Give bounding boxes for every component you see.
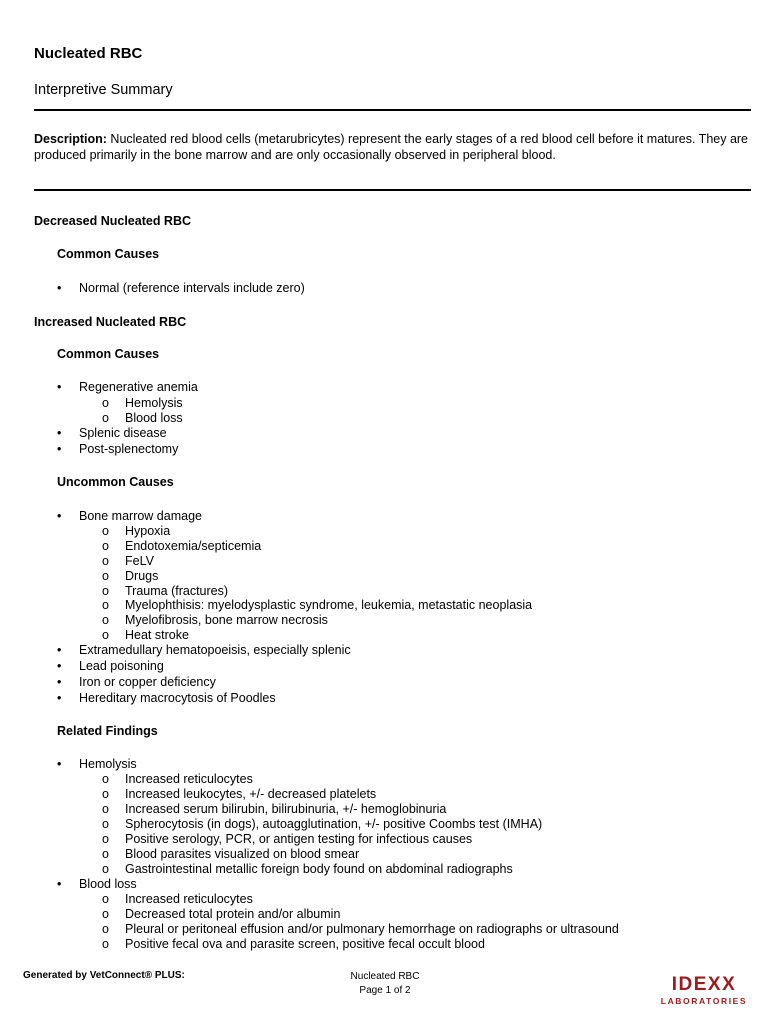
subheading-common-causes: Common Causes (57, 347, 160, 361)
sub-bullet-marker: o (102, 613, 109, 627)
idexx-logo (660, 975, 750, 1009)
sub-bullet-marker: o (102, 584, 109, 598)
sub-list-item: o Increased leukocytes, +/- decreased platelets (102, 787, 377, 801)
description-text: Nucleated red blood cells (metarubricytes) represent the early stages of a red blood cell before it matures. They are produced primarily in the bone marrow and are only occasionally observed in peripheral blood. (34, 132, 749, 162)
sub-bullet-marker: o (102, 539, 109, 553)
bullet-marker: • (57, 281, 62, 295)
bullet-marker: • (57, 757, 62, 771)
sub-list-item: o Myelophthisis: myelodysplastic syndrome, leukemia, metastatic neoplasia (102, 598, 533, 612)
generated-by: Generated by VetConnect® PLUS: (23, 970, 185, 981)
footer-doc-name: Nucleated RBC (350, 971, 420, 982)
sub-list-item: o Hemolysis (102, 396, 183, 410)
list-item: • Splenic disease (57, 426, 167, 440)
subheading-related-findings: Related Findings (57, 724, 158, 738)
sub-bullet-marker: o (102, 598, 109, 612)
sub-bullet-marker: o (102, 892, 109, 906)
sub-list-item: o Positive serology, PCR, or antigen testing for infectious causes (102, 832, 473, 846)
bullet-marker: • (57, 442, 62, 456)
page-subtitle: Interpretive Summary (34, 82, 173, 98)
sub-list-item: o Heat stroke (102, 628, 189, 642)
list-item: • Bone marrow damage (57, 509, 202, 523)
sub-list-item: o Gastrointestinal metallic foreign body found on abdominal radiographs (102, 862, 513, 876)
sub-list-item: o Increased serum bilirubin, bilirubinuria, +/- hemoglobinuria (102, 802, 447, 816)
sub-bullet-marker: o (102, 411, 109, 425)
divider (34, 189, 751, 191)
bullet-marker: • (57, 380, 62, 394)
sub-list-item: o Endotoxemia/septicemia (102, 539, 262, 553)
sub-bullet-marker: o (102, 396, 109, 410)
list-item: • Regenerative anemia (57, 380, 198, 394)
sub-bullet-marker: o (102, 832, 109, 846)
list-item: • Post-splenectomy (57, 442, 179, 456)
description-label: Description: (34, 132, 107, 146)
sub-list-item: o Positive fecal ova and parasite screen, positive fecal occult blood (102, 937, 485, 951)
sub-bullet-marker: o (102, 802, 109, 816)
sub-bullet-marker: o (102, 524, 109, 538)
subheading-common-causes: Common Causes (57, 247, 160, 261)
list-item: • Iron or copper deficiency (57, 675, 216, 689)
sub-list-item: o FeLV (102, 554, 154, 568)
list-item: • Hereditary macrocytosis of Poodles (57, 691, 276, 705)
logo-brand: IDEXX (671, 974, 737, 995)
sub-list-item: o Hypoxia (102, 524, 171, 538)
divider (34, 109, 751, 111)
section-heading-decreased: Decreased Nucleated RBC (34, 214, 192, 228)
sub-list-item: o Myelofibrosis, bone marrow necrosis (102, 613, 328, 627)
bullet-marker: • (57, 643, 62, 657)
sub-list-item: o Spherocytosis (in dogs), autoagglutination, +/- positive Coombs test (IMHA) (102, 817, 543, 831)
bullet-marker: • (57, 659, 62, 673)
sub-bullet-marker: o (102, 817, 109, 831)
description (34, 132, 752, 163)
sub-list-item: o Drugs (102, 569, 159, 583)
bullet-marker: • (57, 691, 62, 705)
bullet-marker: • (57, 426, 62, 440)
list-item: • Extramedullary hematopoeisis, especially splenic (57, 643, 351, 657)
sub-bullet-marker: o (102, 907, 109, 921)
sub-bullet-marker: o (102, 772, 109, 786)
sub-list-item: o Blood parasites visualized on blood smear (102, 847, 360, 861)
logo-sub: LABORATORIES (660, 996, 748, 1006)
sub-list-item: o Blood loss (102, 411, 183, 425)
sub-list-item: o Decreased total protein and/or albumin (102, 907, 341, 921)
page-title: Nucleated RBC (34, 45, 143, 62)
list-item: • Lead poisoning (57, 659, 164, 673)
page-number: Page 1 of 2 (359, 985, 411, 996)
bullet-marker: • (57, 877, 62, 891)
bullet-marker: • (57, 509, 62, 523)
sub-bullet-marker: o (102, 569, 109, 583)
sub-bullet-marker: o (102, 787, 109, 801)
sub-bullet-marker: o (102, 847, 109, 861)
list-item: • Hemolysis (57, 757, 137, 771)
sub-bullet-marker: o (102, 922, 109, 936)
sub-bullet-marker: o (102, 554, 109, 568)
list-item: • Normal (reference intervals include zero) (57, 281, 305, 295)
sub-bullet-marker: o (102, 937, 109, 951)
bullet-marker: • (57, 675, 62, 689)
sub-bullet-marker: o (102, 628, 109, 642)
sub-bullet-marker: o (102, 862, 109, 876)
footer-page-info (330, 970, 440, 998)
sub-list-item: o Trauma (fractures) (102, 584, 229, 598)
sub-list-item: o Increased reticulocytes (102, 772, 253, 786)
list-item: • Blood loss (57, 877, 137, 891)
subheading-uncommon-causes: Uncommon Causes (57, 475, 174, 489)
section-heading-increased: Increased Nucleated RBC (34, 315, 187, 329)
sub-list-item: o Increased reticulocytes (102, 892, 253, 906)
sub-list-item: o Pleural or peritoneal effusion and/or pulmonary hemorrhage on radiographs or ultrasound (102, 922, 619, 936)
